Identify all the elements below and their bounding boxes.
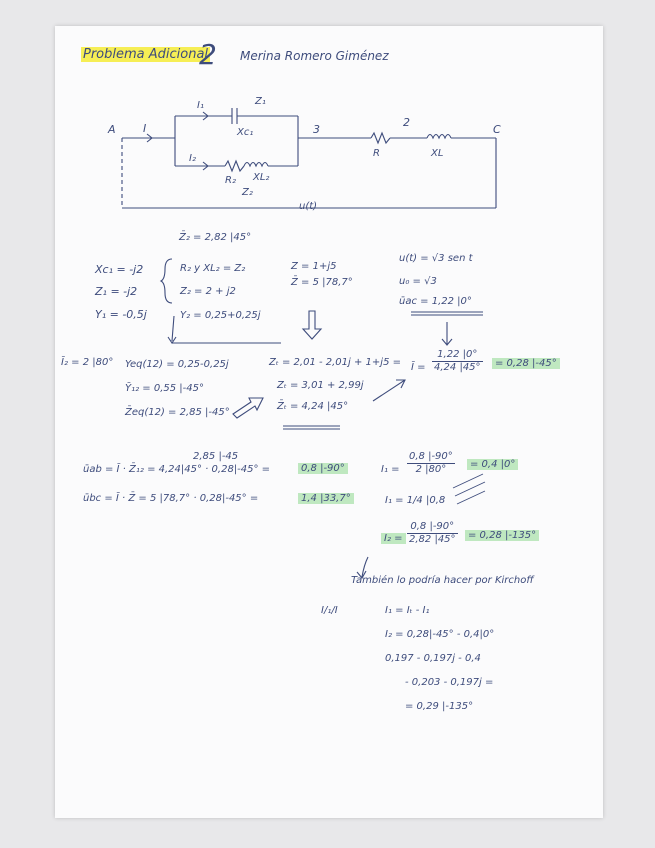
- z-polar: Z̄ = 5 |78,7°: [291, 277, 353, 288]
- xc1-label: Xc₁: [237, 127, 254, 138]
- r2-label: R₂: [225, 175, 236, 186]
- xc1-eq: Xc₁ = -j2: [95, 263, 144, 276]
- ubc-equation: ūbc = Ī · Z̄ = 5 |78,7° · 0,28|-45° =: [83, 493, 259, 504]
- node-b-label: 3: [313, 123, 320, 136]
- xl2-label: XL₂: [253, 172, 270, 183]
- main-current-label: I: [143, 122, 147, 135]
- node-a-label: A: [108, 123, 116, 136]
- zt-sum: Zₜ = 3,01 + 2,99j: [277, 380, 364, 391]
- current-i-numerator: 1,22 |0°: [432, 349, 483, 362]
- z-rect: Z = 1+j5: [291, 261, 337, 272]
- r-label: R: [373, 148, 380, 159]
- z2-rect: Z₂ = 2 + j2: [180, 286, 236, 297]
- zeq12-eq: Z̄eq(12) = 2,85 |-45°: [125, 407, 230, 418]
- current-i1-denominator: 2 |80°: [415, 464, 447, 475]
- z2-label: Z₂: [242, 187, 253, 198]
- y1-eq: Y₁ = -0,5j: [95, 308, 147, 321]
- zt-rect: Zₜ = 2,01 - 2,01j + 1+j5 =: [269, 357, 401, 368]
- current-i1-numerator: 0,8 |-90°: [409, 451, 453, 462]
- r2-xl2-eq: R₂ y XL₂ = Z₂: [180, 263, 246, 274]
- circuit-diagram: [55, 26, 603, 818]
- current-i1-label: I₁ =: [381, 464, 400, 475]
- zs-label: 2: [403, 116, 410, 129]
- current-i-fraction: [432, 349, 483, 374]
- node-c-label: C: [493, 123, 501, 136]
- xl-label: XL: [431, 148, 444, 159]
- current-2-label: I₂: [189, 153, 196, 164]
- author-name: Merina Romero Giménez: [240, 49, 389, 63]
- kirchhoff-step-4: - 0,203 - 0,197j =: [405, 677, 494, 688]
- current-1-label: I₁: [197, 100, 204, 111]
- uab-equation: ūab = Ī · Z̄₁₂ = 4,24|45° · 0,28|-45° =: [83, 464, 271, 475]
- current-i2-denominator: 2,82 |45°: [409, 534, 456, 545]
- current-i-label: Ī =: [411, 362, 426, 373]
- uab-result: 0,8 |-90°: [298, 462, 348, 475]
- u-t-eq: u(t) = √3 sen t: [399, 253, 473, 264]
- problem-number: 2: [199, 38, 217, 71]
- z1-label: Z₁: [255, 96, 266, 107]
- zt-polar: Z̄ₜ = 4,24 |45°: [277, 401, 349, 412]
- current-i-denominator: 4,24 |45°: [434, 362, 481, 373]
- uab-top-note: 2,85 |-45: [193, 451, 239, 462]
- current-i2-numerator: 0,8 |-90°: [407, 521, 458, 534]
- yeq12-eq: Yeq(12) = 0,25-0,25j: [125, 359, 229, 370]
- i2-degree: Ī₂ = 2 |80°: [61, 357, 114, 368]
- current-i-result: = 0,28 |-45°: [492, 357, 560, 370]
- y2-eq: Y₂ = 0,25+0,25j: [180, 310, 261, 321]
- z1-eq: Z₁ = -j2: [95, 285, 138, 298]
- current-i1-fraction: [407, 451, 455, 476]
- y12-eq: Ȳ₁₂ = 0,55 |-45°: [125, 383, 205, 394]
- problem-title: Problema Adicional: [83, 47, 209, 62]
- u0-eq: u₀ = √3: [399, 276, 437, 287]
- current-i1-result: = 0,4 |0°: [467, 458, 518, 471]
- current-i2-fraction: [407, 521, 458, 546]
- current-i1-alternate: I₁ = 1/4 |0,8: [385, 495, 446, 506]
- z2-polar: Z̄₂ = 2,82 |45°: [179, 232, 252, 243]
- source-label: u(t): [299, 201, 318, 212]
- kirchhoff-step-1: I₁ = Iₜ - I₁: [385, 605, 430, 616]
- kirchhoff-step-2: I₂ = 0,28|-45° - 0,4|0°: [385, 629, 495, 640]
- ubc-result: 1,4 |33,7°: [298, 492, 354, 505]
- kirchhoff-note: También lo podría hacer por Kirchoff: [351, 575, 534, 586]
- current-i2-label: I₂ =: [381, 532, 406, 545]
- notebook-page: [55, 26, 603, 818]
- kirchhoff-step-3: 0,197 - 0,197j - 0,4: [385, 653, 481, 664]
- kirchhoff-lhs: I/₁/I: [321, 605, 338, 616]
- kirchhoff-step-5: = 0,29 |-135°: [405, 701, 474, 712]
- current-i2-result: = 0,28 |-135°: [465, 529, 539, 542]
- uac-eq: ūac = 1,22 |0°: [399, 296, 472, 307]
